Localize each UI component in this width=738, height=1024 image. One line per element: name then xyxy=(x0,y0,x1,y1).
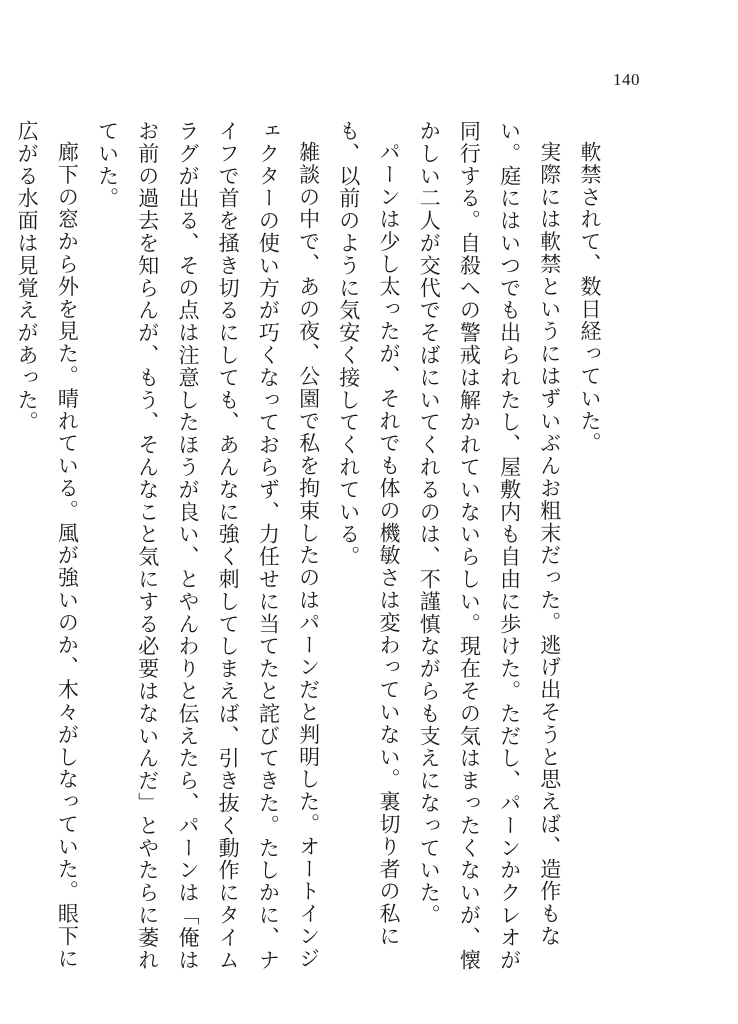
paragraph: パーンは少し太ったが、それでも体の機敏さは変わっていない。裏切り者の私にも、以前のように気安く接してくれている。 xyxy=(336,120,401,948)
novel-text xyxy=(7,120,610,980)
page-number: 140 xyxy=(613,70,640,89)
paragraph: 軟禁されて、数日経っていた。 xyxy=(578,141,602,455)
paragraph: 雑談の中で、あの夜、公園で私を拘束したのはパーンだと判明した。オートインジェクターの使い方が巧くなっておらず、力任せに当てたと詫びてきた。たしかに、ナイフで首を掻き切るにしても、あんなに強く刺してしまえば、引き抜く動作にタイムラグが出る、その点は注意したほうが良い、とやんわりと伝えたら、パーンは「俺はお前の過去を知らんが、もう、そんなこと気にする必要はないんだ」とやたらに萎れていた。 xyxy=(95,120,321,972)
paragraph: 実際には軟禁というにはずいぶんお粗末だった。逃げ出そうと思えば、造作もない。庭にはいつでも出られたし、屋敷内も自由に歩けた。ただし、パーンかクレオが同行する。自殺への警戒は解かれていないらしい。現在その気はまったくないが、懐かしい二人が交代でそばにいてくれるのは、不謹慎ながらも支えになっていた。 xyxy=(417,120,562,972)
paragraph: 廊下の窓から外を見た。晴れている。風が強いのか、木々がしなっていた。眼下に広がる水面は見覚えがあった。 xyxy=(15,120,80,970)
